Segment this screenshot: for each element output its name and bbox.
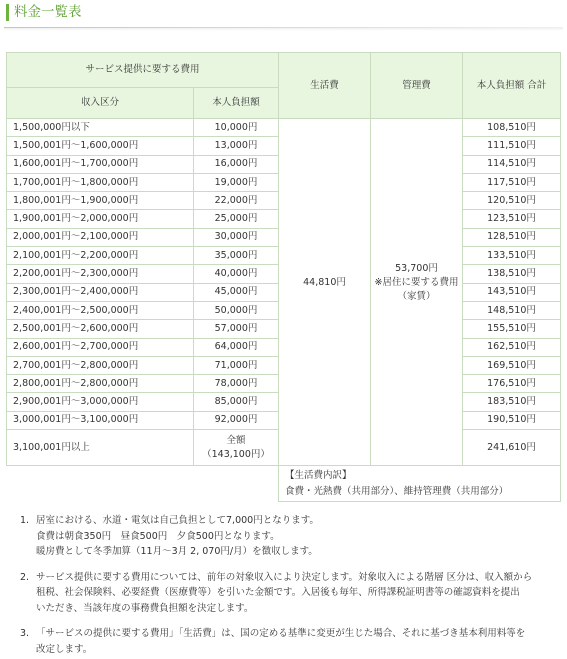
income-bracket-cell: 1,700,001円～1,800,000円 xyxy=(7,173,194,191)
total-cell: 133,510円 xyxy=(463,247,561,265)
self-pay-cell: 16,000円 xyxy=(194,155,279,173)
section-header xyxy=(0,0,567,31)
total-cell: 190,510円 xyxy=(463,411,561,429)
note-line: 「サービスの提供に要する費用」「生活費」は、国の定める基準に変更が生じた場合、それに基づき基本利用料等を xyxy=(36,628,526,639)
header-management-fee: 管理費 xyxy=(371,53,463,119)
income-bracket-cell: 2,200,001円～2,300,000円 xyxy=(7,265,194,283)
self-pay-cell: 78,000円 xyxy=(194,375,279,393)
note-number: 3. xyxy=(20,628,30,639)
management-fee-cell-line: ※居住に要する費用 xyxy=(374,277,459,289)
self-pay-cell xyxy=(194,430,279,466)
total-cell: 120,510円 xyxy=(463,192,561,210)
self-pay-cell: 40,000円 xyxy=(194,265,279,283)
self-pay-cell: 19,000円 xyxy=(194,173,279,191)
income-bracket-cell: 2,800,001円～2,800,000円 xyxy=(7,375,194,393)
total-cell: 183,510円 xyxy=(463,393,561,411)
self-pay-cell: 35,000円 xyxy=(194,247,279,265)
self-pay-cell: 45,000円 xyxy=(194,283,279,301)
fee-table-footer xyxy=(7,466,561,502)
self-pay-cell-line: 全額 xyxy=(226,434,246,446)
note-line: サービス提供に要する費用については、前年の対象収入により決定します。対象収入による階層 区分は、収入額から xyxy=(36,571,533,583)
note-number: 2. xyxy=(20,571,30,583)
income-bracket-cell: 3,000,001円～3,100,000円 xyxy=(7,411,194,429)
breakdown-row xyxy=(7,466,561,502)
management-fee-cell-line: 53,700円 xyxy=(395,263,438,275)
income-bracket-cell: 2,500,001円～2,600,000円 xyxy=(7,320,194,338)
note-item xyxy=(0,570,567,617)
income-bracket-cell: 3,100,001円以上 xyxy=(7,430,194,466)
self-pay-cell: 50,000円 xyxy=(194,301,279,319)
self-pay-cell: 25,000円 xyxy=(194,210,279,228)
income-bracket-cell: 1,500,001円～1,600,000円 xyxy=(7,137,194,155)
breakdown-text: 食費・光熱費（共用部分）、維持管理費（共用部分） xyxy=(285,486,509,498)
page-title: 料金一覧表 xyxy=(14,4,82,20)
table-row xyxy=(7,119,561,137)
self-pay-cell-line: （143,100円） xyxy=(202,448,270,460)
management-fee-cell-line: （家賃） xyxy=(397,291,436,303)
title-underline-shadow xyxy=(4,28,563,31)
self-pay-cell: 71,000円 xyxy=(194,356,279,374)
income-bracket-cell: 1,900,001円～2,000,000円 xyxy=(7,210,194,228)
living-cost-cell: 44,810円 xyxy=(279,119,371,466)
notes-list xyxy=(0,513,567,659)
note-item xyxy=(0,513,567,560)
total-cell: 148,510円 xyxy=(463,301,561,319)
total-cell: 108,510円 xyxy=(463,119,561,137)
note-line: 暖房費として冬季加算（11月～3月 2, 070円/月）を徴収します。 xyxy=(36,546,318,557)
income-bracket-cell: 2,100,001円～2,200,000円 xyxy=(7,247,194,265)
total-cell: 117,510円 xyxy=(463,173,561,191)
header-row-1 xyxy=(7,53,561,88)
income-bracket-cell: 2,400,001円～2,500,000円 xyxy=(7,301,194,319)
total-cell: 128,510円 xyxy=(463,228,561,246)
note-line: いただき、当該年度の事務費負担額を決定します。 xyxy=(36,602,254,614)
note-line: 改定します。 xyxy=(36,643,93,655)
total-cell: 162,510円 xyxy=(463,338,561,356)
income-bracket-cell: 1,800,001円～1,900,000円 xyxy=(7,192,194,210)
self-pay-cell: 13,000円 xyxy=(194,137,279,155)
total-cell: 123,510円 xyxy=(463,210,561,228)
total-cell: 114,510円 xyxy=(463,155,561,173)
income-bracket-cell: 1,500,000円以下 xyxy=(7,119,194,137)
title-accent-bar xyxy=(6,4,9,21)
self-pay-cell: 64,000円 xyxy=(194,338,279,356)
income-bracket-cell: 2,900,001円～3,000,000円 xyxy=(7,393,194,411)
fee-table-header xyxy=(7,53,561,119)
header-self-pay: 本人負担額 xyxy=(194,88,279,119)
header-living-cost: 生活費 xyxy=(279,53,371,119)
total-cell: 176,510円 xyxy=(463,375,561,393)
total-cell: 169,510円 xyxy=(463,356,561,374)
self-pay-cell: 30,000円 xyxy=(194,228,279,246)
total-cell: 143,510円 xyxy=(463,283,561,301)
management-fee-cell xyxy=(371,119,463,466)
header-income-bracket: 収入区分 xyxy=(7,88,194,119)
self-pay-cell: 10,000円 xyxy=(194,119,279,137)
header-total: 本人負担額 合計 xyxy=(463,53,561,119)
income-bracket-cell: 2,600,001円～2,700,000円 xyxy=(7,338,194,356)
note-body xyxy=(36,570,557,617)
self-pay-cell: 85,000円 xyxy=(194,393,279,411)
fee-table-body xyxy=(7,119,561,466)
breakdown-heading: 【生活費内訳】 xyxy=(285,470,352,482)
total-cell: 241,610円 xyxy=(463,430,561,466)
self-pay-cell: 92,000円 xyxy=(194,411,279,429)
note-line: 食費は朝食350円 昼食500円 夕食500円となります。 xyxy=(36,530,280,542)
note-body xyxy=(36,513,557,560)
note-number: 1. xyxy=(20,515,30,526)
total-cell: 155,510円 xyxy=(463,320,561,338)
total-cell: 138,510円 xyxy=(463,265,561,283)
self-pay-cell: 22,000円 xyxy=(194,192,279,210)
self-pay-cell: 57,000円 xyxy=(194,320,279,338)
note-item xyxy=(0,626,567,657)
income-bracket-cell: 2,700,001円～2,800,000円 xyxy=(7,356,194,374)
total-cell: 111,510円 xyxy=(463,137,561,155)
note-body xyxy=(36,626,557,657)
living-cost-breakdown xyxy=(279,466,561,502)
income-bracket-cell: 1,600,001円～1,700,000円 xyxy=(7,155,194,173)
note-line: 居室における、水道・電気は自己負担として7,000円となります。 xyxy=(36,515,319,526)
note-line: 租税、社会保険料、必要経費（医療費等）を引いた金額です。入居後も毎年、所得課税証明書等の確認資料を提出 xyxy=(36,587,520,598)
blank-cell xyxy=(7,466,279,502)
income-bracket-cell: 2,300,001円～2,400,000円 xyxy=(7,283,194,301)
header-service-cost: サービス提供に要する費用 xyxy=(7,53,279,88)
fee-table xyxy=(6,52,561,502)
income-bracket-cell: 2,000,001円～2,100,000円 xyxy=(7,228,194,246)
